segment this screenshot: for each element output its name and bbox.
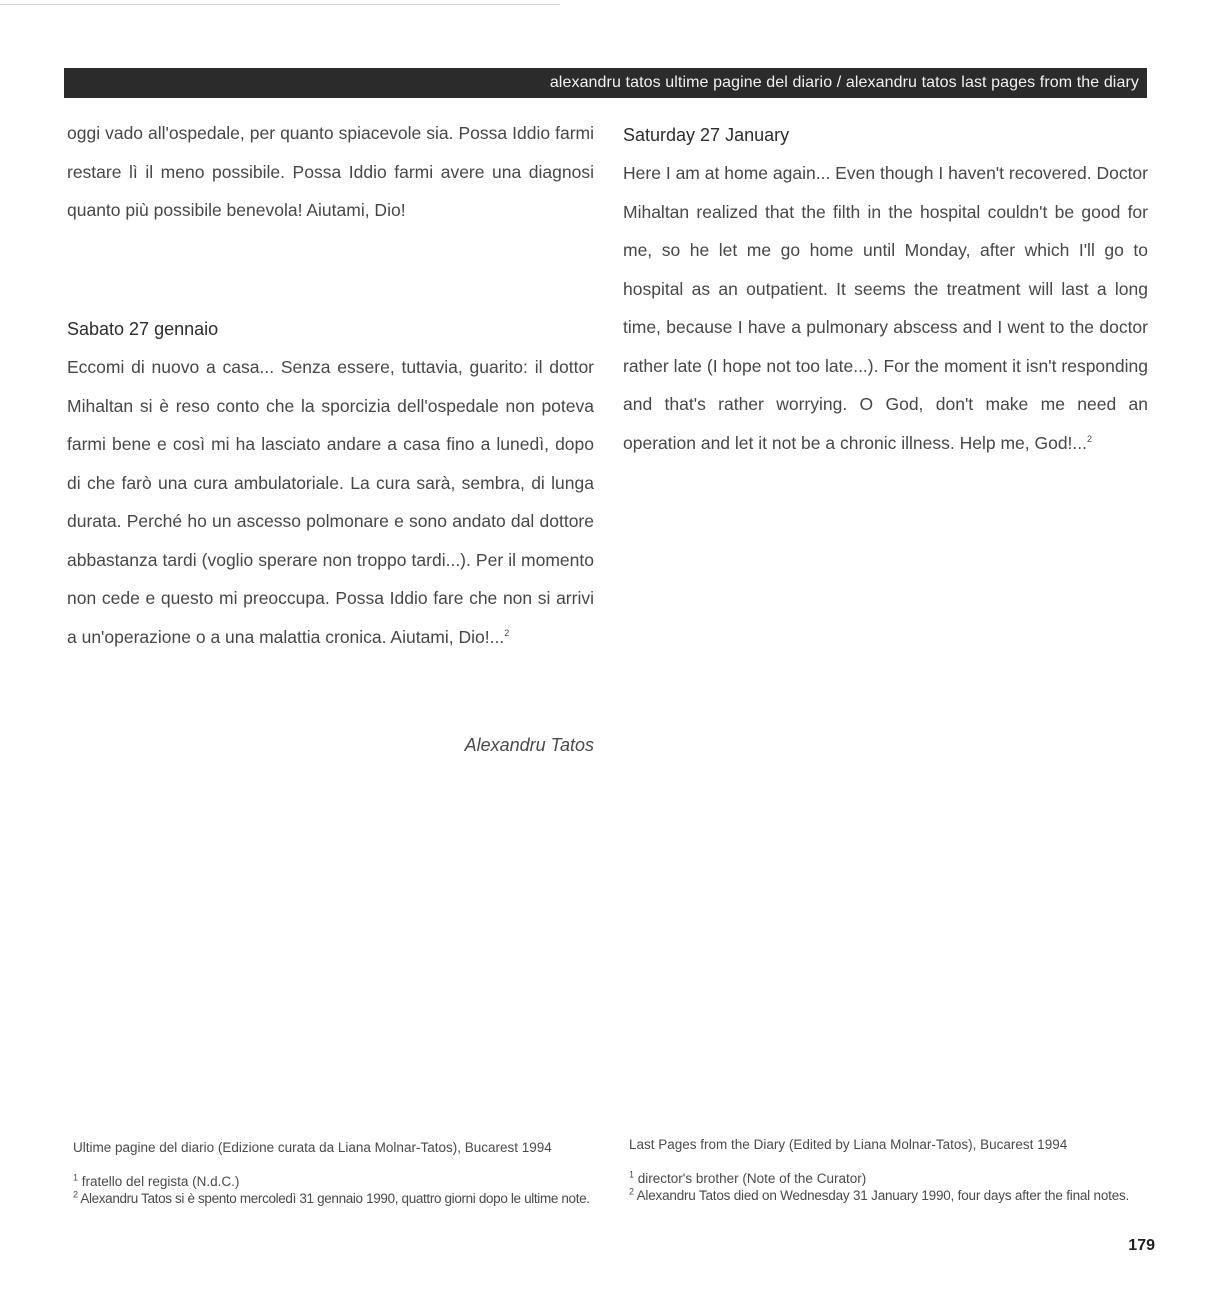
english-source-citation: Last Pages from the Diary (Edited by Liana Molnar-Tatos), Bucarest 1994 [629, 1137, 1068, 1152]
footnote-text: Alexandru Tatos si è spento mercoledì 31 gennaio 1990, quattro giorni dopo le ultime note. [80, 1191, 590, 1206]
author-signature: Alexandru Tatos [464, 735, 594, 755]
italian-entry-body [67, 348, 594, 656]
italian-entry [67, 317, 594, 656]
english-footnote-2 [629, 1187, 1159, 1204]
running-title: alexandru tatos ultime pagine del diario / alexandru tatos last pages from the diary [549, 74, 1139, 91]
italian-source-citation: Ultime pagine del diario (Edizione curata da Liana Molnar-Tatos), Bucarest 1994 [73, 1140, 552, 1155]
italian-continuation-text: oggi vado all'ospedale, per quanto spiacevole sia. Possa Iddio farmi restare lì il meno possibile. Possa Iddio farmi avere una diagnosi quanto più possibile benevola! Aiutami, Dio! [67, 123, 594, 220]
english-footnotes [629, 1137, 1159, 1204]
english-entry-body [623, 154, 1148, 462]
english-entry [623, 123, 1148, 462]
page-edge-line [0, 4, 560, 5]
english-entry-text: Here I am at home again... Even though I haven't recovered. Doctor Mihaltan realized that the filth in the hospital couldn't be good for me, so he let me go home until Monday, after which I'll go to hospital as an outpatient. It seems the treatment will last a long time, because I have a pulmonary abscess and I went to the doctor rather late (I hope not too late...). For the moment it isn't responding and that's rather worrying. O God, don't make me need an operation and let it not be a chronic illness. Help me, God!... [623, 163, 1148, 453]
english-entry-date: Saturday 27 January [623, 125, 790, 145]
footnote-number: 2 [629, 1186, 634, 1197]
footnote-text: fratello del regista (N.d.C.) [81, 1174, 240, 1189]
running-header [64, 68, 1147, 98]
italian-footnote-1 [73, 1173, 603, 1190]
footnote-number: 1 [73, 1172, 79, 1183]
italian-entry-date: Sabato 27 gennaio [67, 319, 219, 339]
footnote-number: 1 [629, 1169, 635, 1180]
italian-continuation [67, 114, 594, 230]
italian-footnotes [73, 1140, 603, 1207]
english-footnote-1 [629, 1170, 1159, 1187]
italian-footnote-2 [73, 1190, 603, 1207]
footnote-text: director's brother (Note of the Curator) [637, 1171, 867, 1186]
footnote-text: Alexandru Tatos died on Wednesday 31 January 1990, four days after the final notes. [636, 1188, 1130, 1203]
italian-entry-text: Eccomi di nuovo a casa... Senza essere, tuttavia, guarito: il dottor Mihaltan si è reso conto che la sporcizia dell'ospedale non poteva farmi bene e così mi ha lasciato andare a casa fino a lunedì, dopo di che farò una cura ambulatoriale. La cura sarà, sembra, di lunga durata. Perché ho un ascesso polmonare e sono andato dal dottore abbastanza tardi (voglio sperare non troppo tardi...). Per il momento non cede e questo mi preoccupa. Possa Iddio fare che non si arrivi a un'operazione o a una malattia cronica. Aiutami, Dio!... [67, 357, 594, 647]
footnote-number: 2 [73, 1189, 78, 1200]
english-footnote-ref: 2 [1087, 433, 1093, 444]
italian-footnote-ref: 2 [504, 627, 510, 638]
page-number: 179 [1128, 1237, 1155, 1254]
